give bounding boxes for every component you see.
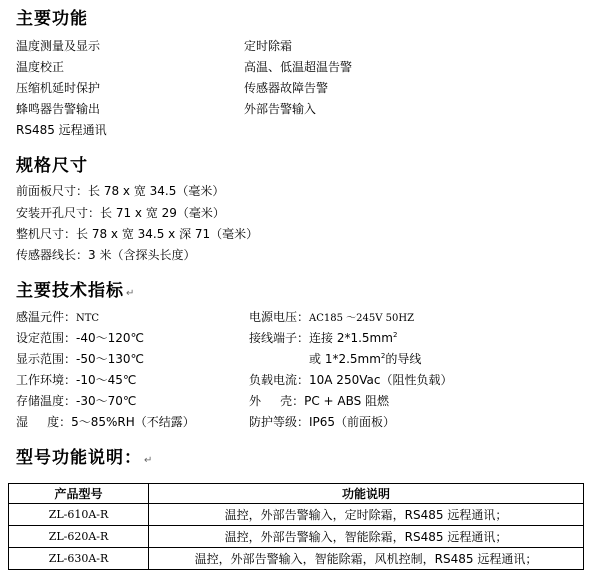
function-item: 温度校正 <box>16 60 65 74</box>
model-table <box>8 483 584 570</box>
spec-left-0 <box>16 310 99 326</box>
spec-label: 负载电流： <box>249 373 310 387</box>
function-item: 外部告警输入 <box>244 102 317 116</box>
dimension-line: 传感器线长：3 米（含探头长度） <box>16 248 196 262</box>
spec-value: -10～45℃ <box>76 373 137 387</box>
table-header-desc: 功能说明 <box>149 484 584 504</box>
model-description: 温控，外部告警输入，定时除霜，RS485 远程通讯； <box>149 504 584 526</box>
spec-label: 电源电压： <box>249 310 310 324</box>
table-row <box>9 548 584 570</box>
section-title-specs <box>16 276 135 301</box>
section-title-models <box>16 443 153 468</box>
spec-value: PC + ABS 阻燃 <box>304 394 390 408</box>
function-item: 蜂鸣器告警输出 <box>16 102 101 116</box>
dimension-line: 前面板尺寸：长 78 x 宽 34.5（毫米） <box>16 184 225 198</box>
spec-left-3 <box>16 373 136 387</box>
spec-suffix: 的导线 <box>385 352 422 366</box>
spec-value: 或 1*2.5mm <box>309 352 381 366</box>
spec-label: 设定范围： <box>16 331 77 345</box>
function-item: 传感器故障告警 <box>244 81 329 95</box>
spec-value: -40～120℃ <box>76 331 144 345</box>
spec-right-4 <box>249 394 389 408</box>
spec-value: NTC <box>76 313 100 324</box>
dimension-line: 安装开孔尺寸：长 71 x 宽 29（毫米） <box>16 206 225 220</box>
model-code: ZL-620A-R <box>9 526 149 548</box>
spec-right-2 <box>309 352 421 366</box>
spec-value: 10A 250Vac（阻性负载） <box>309 373 453 387</box>
spec-superscript: 2 <box>392 331 398 339</box>
spec-right-5 <box>249 415 395 429</box>
spec-label: 防护等级： <box>249 415 310 429</box>
function-item: 温度测量及显示 <box>16 39 101 53</box>
spec-value: 连接 2*1.5mm <box>309 331 393 345</box>
spec-superscript: 2 <box>380 352 386 360</box>
function-item: 定时除霜 <box>244 39 293 53</box>
spec-left-4 <box>16 394 136 408</box>
model-code: ZL-610A-R <box>9 504 149 526</box>
table-header-model: 产品型号 <box>9 484 149 504</box>
spec-value: AC185 ～245V 50HZ <box>309 313 415 324</box>
spec-label: 湿 度： <box>16 415 72 429</box>
spec-label: 工作环境： <box>16 373 77 387</box>
section-title-functions: 主要功能 <box>16 9 88 29</box>
paragraph-mark-icon: ↵ <box>126 288 136 299</box>
spec-value: -50～130℃ <box>76 352 144 366</box>
spec-label: 外 壳： <box>249 394 305 408</box>
table-row <box>9 504 584 526</box>
model-description: 温控，外部告警输入，智能除霜，RS485 远程通讯； <box>149 526 584 548</box>
function-item: 压缩机延时保护 <box>16 81 101 95</box>
function-item: 高温、低温超温告警 <box>244 60 353 74</box>
model-description: 温控，外部告警输入，智能除霜，风机控制，RS485 远程通讯； <box>149 548 584 570</box>
spec-value: IP65（前面板） <box>309 415 396 429</box>
table-row <box>9 526 584 548</box>
spec-left-1 <box>16 331 144 345</box>
spec-value: -30～70℃ <box>76 394 137 408</box>
table-header-row <box>9 484 584 504</box>
spec-label: 感温元件： <box>16 310 77 324</box>
spec-value: 5～85%RH（不结露） <box>71 415 195 429</box>
function-item: RS485 远程通讯 <box>16 123 107 137</box>
paragraph-mark-icon: ↵ <box>144 455 154 466</box>
spec-right-0 <box>249 310 414 326</box>
section-title-specs-text: 主要技术指标 <box>16 281 124 301</box>
spec-left-5 <box>16 415 195 429</box>
spec-right-1 <box>249 331 397 345</box>
spec-left-2 <box>16 352 144 366</box>
model-code: ZL-630A-R <box>9 548 149 570</box>
dimension-line: 整机尺寸：长 78 x 宽 34.5 x 深 71（毫米） <box>16 227 259 241</box>
section-title-models-text: 型号功能说明： <box>16 448 142 468</box>
spec-label: 显示范围： <box>16 352 77 366</box>
spec-label: 存储温度： <box>16 394 77 408</box>
spec-right-3 <box>249 373 452 387</box>
spec-label: 接线端子： <box>249 331 310 345</box>
section-title-dimensions: 规格尺寸 <box>16 156 88 176</box>
